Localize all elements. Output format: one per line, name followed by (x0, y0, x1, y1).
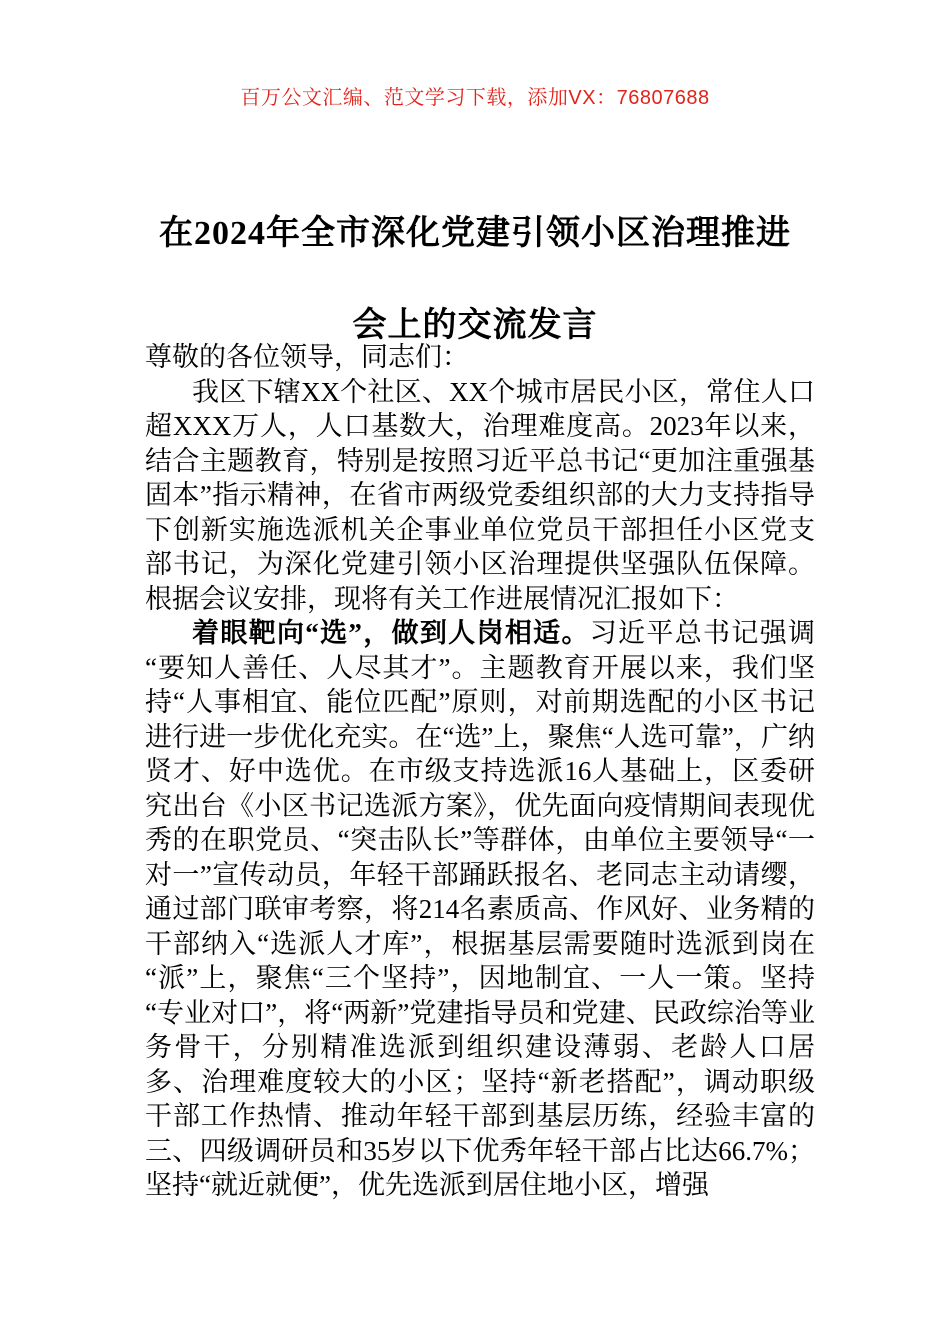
document-title-line2: 会上的交流发言 (352, 306, 598, 344)
document-title-line1: 在2024年全市深化党建引领小区治理推进 (159, 214, 791, 252)
section-1-text: 习近平总书记强调“要知人善任、人尽其才”。主题教育开展以来，我们坚持“人事相宜、能位匹配”原则，对前期选配的小区书记进行进一步优化充实。在“选”上，聚焦“人选可靠”，广纳贤才、好中选优。在市级支持选派16人基础上，区委研究出台《小区书记选派方案》，优先面向疫情期间表现优秀的在职党员、“突击队长”等群体，由单位主要领导“一对一”宣传动员，年轻干部踊跃报名、老同志主动请缨，通过部门联审考察，将214名素质高、作风好、业务精的干部纳入“选派人才库”，根据基层需要随时选派到岗在“派”上，聚焦“三个坚持”，因地制宜、一人一策。坚持“专业对口”，将“两新”党建指导员和党建、民政综治等业务骨干，分别精准选派到组织建设薄弱、老龄人口居多、治理难度较大的小区；坚持“新老搭配”，调动职级干部工作热情、推动年轻干部到基层历练，经验丰富的三、四级调研员和35岁以下优秀年轻干部占比达66.7%；坚持“就近就便”，优先选派到居住地小区，增强 (145, 618, 816, 1200)
document-body (145, 340, 815, 1203)
promo-banner: 百万公文汇编、范文学习下载，添加VX：76807688 (240, 87, 710, 109)
intro-paragraph: 我区下辖XX个社区、XX个城市居民小区，常住人口超XXX万人，人口基数大，治理难度高。2023年以来，结合主题教育，特别是按照习近平总书记“更加注重强基固本”指示精神，在省市两级党委组织部的大力支持指导下创新实施选派机关企事业单位党员干部担任小区党支部书记，为深化党建引领小区治理提供坚强队伍保障。根据会议安排，现将有关工作进展情况汇报如下： (145, 376, 815, 614)
salutation-paragraph: 尊敬的各位领导，同志们： (145, 342, 469, 372)
section-1-heading: 着眼靶向“选”，做到人岗相适。 (192, 618, 590, 648)
section-1-paragraph (145, 616, 815, 1203)
